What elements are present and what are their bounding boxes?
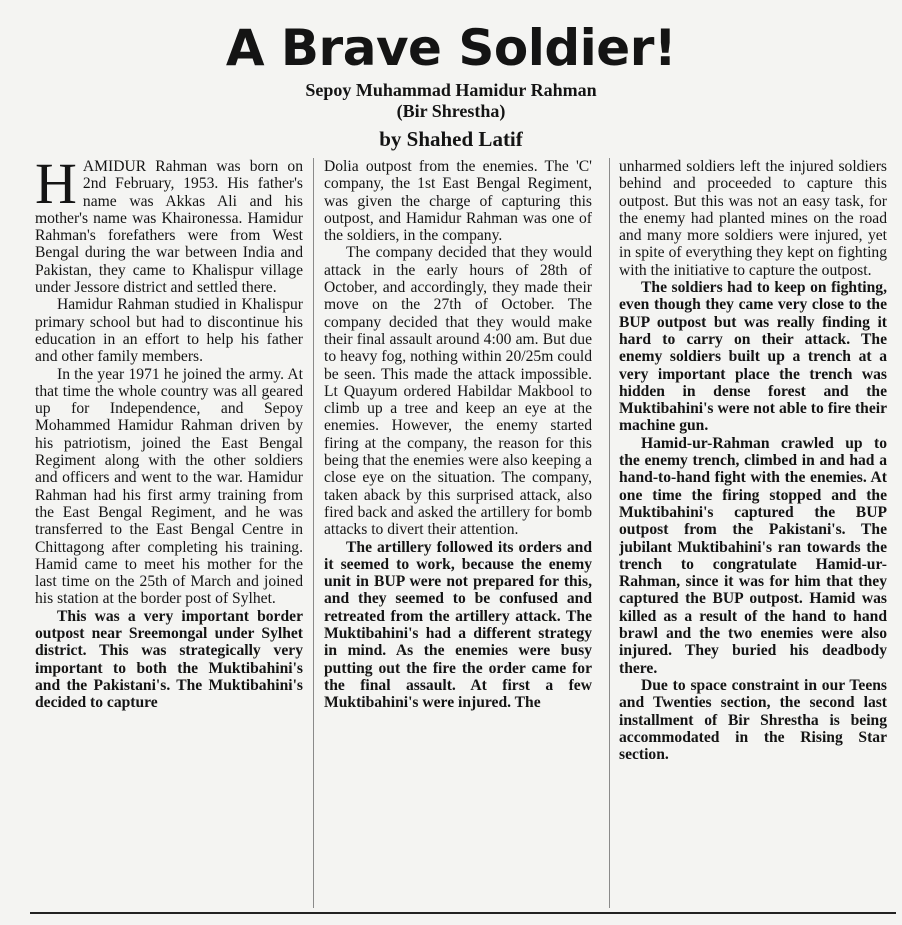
article-title: A Brave Soldier! [225,19,677,77]
article-column-2 [324,158,592,908]
article-byline: by Shahed Latif [379,127,523,151]
column-1-paragraph-4: This was a very important border outpost near Sreemongal under Sylhet district. This was strategically very important to both the Muktibahini's and the Pakistani's. The Muktibahini's decided to capture [35,607,303,712]
bottom-rule [30,912,896,914]
column-2-paragraph-1: Dolia outpost from the enemies. The 'C' company, the 1st East Bengal Regiment, was given the charge of capturing this outpost, and Hamidur Rahman was one of the soldiers, in the company. [324,158,592,245]
column-1-paragraph-3: In the year 1971 he joined the army. At that time the whole country was all geared up for Independence, and Sepoy Mohammed Hamidur Rahman driven by his patriotism, joined the East Bengal Regiment along with the other soldiers and officers and went to the war. Hamidur Rahman had his first army training from the East Bengal Regiment, and he was transferred to the East Bengal Centre in Chittagong after completing his training. Hamid came to meet his mother for the last time on the 25th of March and joined his station at the border post of Sylhet. [35,365,303,608]
column-2-paragraph-3: The artillery followed its orders and it seemed to work, because the enemy unit in BUP were not prepared for this, and they seemed to be confused and retreated from the artillery attack. The Muktibahini's had a different strategy in mind. As the enemies were busy putting out the fire the order came for the final assault. At first a few Muktibahini's were injured. The [324,538,592,712]
column-divider-2 [609,158,610,908]
article-column-3 [619,158,887,908]
drop-cap: H [35,158,77,216]
column-3-paragraph-4: Due to space constraint in our Teens and Twenties section, the second last installment of Bir Shrestha is being accommodated in the Rising Star section. [619,676,887,764]
article-column-1 [35,158,303,908]
column-3-paragraph-3: Hamid-ur-Rahman crawled up to the enemy trench, climbed in and had a hand-to-hand fight with the enemies. At one time the firing stopped and the Muktibahini's captured the BUP outpost from the Pakistani's. The jubilant Muktibahini's ran towards the trench to congratulate Hamid-ur-Rahman, since it was for him that they captured the BUP outpost. Hamid was killed as a result of the hand to hand brawl and the two enemies were also injured. They buried his deadbody there. [619,434,887,677]
column-3-paragraph-1: unharmed soldiers left the injured soldiers behind and proceeded to capture this outpost. But this was not an easy task, for the enemy had planted mines on the road and many more soldiers were injured, yet in spite of everything they kept on fighting with the initiative to capture the outpost. [619,158,887,279]
column-1-paragraph-1-text: AMIDUR Rahman was born on 2nd February, 1953. His father's name was Akkas Ali and his mother's name was Khaironessa. Hamidur Rahman's forefathers were from West Bengal during the war between India and Pakistan, they came to Khalispur village under Jessore district and settled there. [35,158,303,297]
article-subtitle: Sepoy Muhammad Hamidur Rahman [305,80,597,100]
column-1-paragraph-2: Hamidur Rahman studied in Khalispur primary school but had to discontinue his education in an effort to help his father and other family members. [35,296,303,366]
column-2-paragraph-2: The company decided that they would attack in the early hours of 28th of October, and accordingly, they made their move on the 27th of October. The company decided that they would make their final assault around 4:00 am. But due to heavy fog, nothing within 20/25m could be seen. This made the attack impossible. Lt Quayum ordered Habildar Makbool to climb up a tree and keep an eye at the enemies. However, the enemy started firing at the company, the reason for this being that the enemies were also keeping a close eye on the situation. The company, taken aback by this surprised attack, also fired back and asked the artillery for bomb attacks to divert their attention. [324,244,592,539]
column-3-paragraph-2: The soldiers had to keep on fighting, even though they came very close to the BUP outpost but was really finding it hard to carry on their attack. The enemy soldiers built up a trench at a very important place the trench was hidden in dense forest and the Muktibahini's were not able to fire their machine gun. [619,279,887,435]
column-1-paragraph-1 [35,158,303,296]
column-divider-1 [313,158,314,908]
article-subtitle-honor: (Bir Shrestha) [396,101,506,121]
